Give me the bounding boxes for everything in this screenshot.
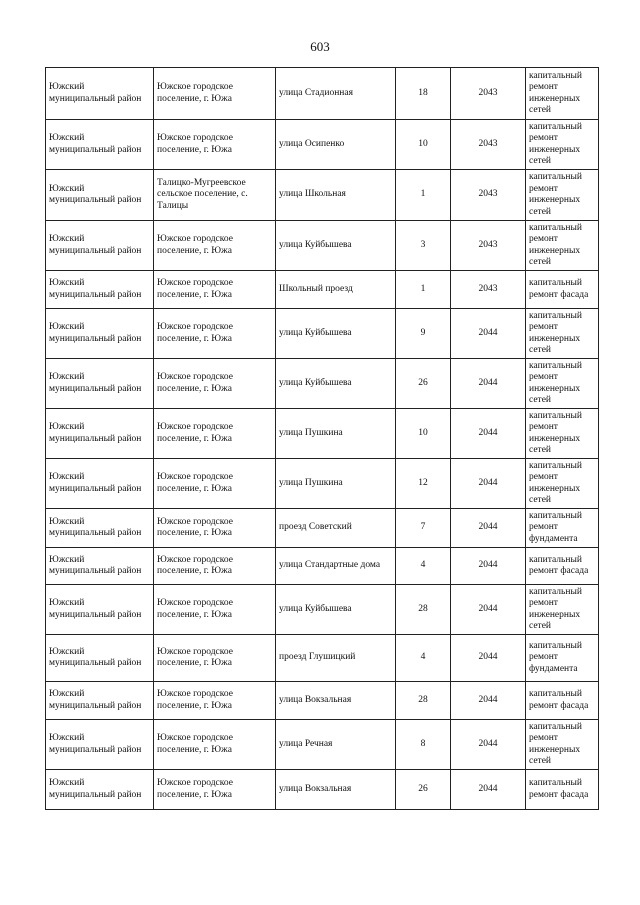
- table-row: [46, 221, 599, 271]
- district-cell: Южский муниципальный район: [46, 548, 154, 585]
- district-cell: Южский муниципальный район: [46, 309, 154, 359]
- street-cell: улица Осипенко: [276, 120, 396, 170]
- house-number-cell: 28: [396, 585, 451, 635]
- year-cell: 2043: [451, 68, 526, 120]
- table-row: [46, 170, 599, 221]
- work-type-cell: капитальный ремонт фундамента: [526, 635, 599, 682]
- district-cell: Южский муниципальный район: [46, 221, 154, 271]
- house-number-cell: 1: [396, 271, 451, 309]
- work-type-cell: капитальный ремонт инженерных сетей: [526, 409, 599, 459]
- year-cell: 2043: [451, 271, 526, 309]
- settlement-cell: Южское городское поселение, г. Южа: [154, 359, 276, 409]
- house-number-cell: 26: [396, 770, 451, 810]
- table-body: [46, 68, 599, 810]
- settlement-cell: Южское городское поселение, г. Южа: [154, 409, 276, 459]
- settlement-cell: Южское городское поселение, г. Южа: [154, 509, 276, 548]
- house-number-cell: 7: [396, 509, 451, 548]
- year-cell: 2043: [451, 120, 526, 170]
- work-type-cell: капитальный ремонт фундамента: [526, 509, 599, 548]
- street-cell: проезд Советский: [276, 509, 396, 548]
- street-cell: улица Пушкина: [276, 409, 396, 459]
- settlement-cell: Южское городское поселение, г. Южа: [154, 459, 276, 509]
- settlement-cell: Талицко-Мугреевское сельское поселение, с. Талицы: [154, 170, 276, 221]
- street-cell: улица Куйбышева: [276, 221, 396, 271]
- registry-table: [45, 67, 599, 810]
- year-cell: 2044: [451, 682, 526, 720]
- settlement-cell: Южское городское поселение, г. Южа: [154, 68, 276, 120]
- work-type-cell: капитальный ремонт инженерных сетей: [526, 170, 599, 221]
- table-row: [46, 409, 599, 459]
- district-cell: Южский муниципальный район: [46, 120, 154, 170]
- year-cell: 2044: [451, 459, 526, 509]
- house-number-cell: 12: [396, 459, 451, 509]
- work-type-cell: капитальный ремонт инженерных сетей: [526, 120, 599, 170]
- year-cell: 2043: [451, 170, 526, 221]
- year-cell: 2044: [451, 548, 526, 585]
- street-cell: проезд Глушицкий: [276, 635, 396, 682]
- district-cell: Южский муниципальный район: [46, 509, 154, 548]
- table-row: [46, 548, 599, 585]
- work-type-cell: капитальный ремонт инженерных сетей: [526, 309, 599, 359]
- table-row: [46, 770, 599, 810]
- street-cell: улица Вокзальная: [276, 682, 396, 720]
- house-number-cell: 28: [396, 682, 451, 720]
- settlement-cell: Южское городское поселение, г. Южа: [154, 120, 276, 170]
- table-row: [46, 309, 599, 359]
- street-cell: улица Школьная: [276, 170, 396, 221]
- year-cell: 2044: [451, 770, 526, 810]
- house-number-cell: 4: [396, 635, 451, 682]
- year-cell: 2044: [451, 585, 526, 635]
- work-type-cell: капитальный ремонт инженерных сетей: [526, 221, 599, 271]
- settlement-cell: Южское городское поселение, г. Южа: [154, 770, 276, 810]
- work-type-cell: капитальный ремонт инженерных сетей: [526, 459, 599, 509]
- house-number-cell: 8: [396, 720, 451, 770]
- year-cell: 2044: [451, 720, 526, 770]
- page-number: 603: [310, 39, 330, 54]
- house-number-cell: 10: [396, 409, 451, 459]
- table-row: [46, 271, 599, 309]
- work-type-cell: капитальный ремонт инженерных сетей: [526, 68, 599, 120]
- year-cell: 2044: [451, 359, 526, 409]
- year-cell: 2044: [451, 635, 526, 682]
- settlement-cell: Южское городское поселение, г. Южа: [154, 635, 276, 682]
- district-cell: Южский муниципальный район: [46, 68, 154, 120]
- house-number-cell: 26: [396, 359, 451, 409]
- district-cell: Южский муниципальный район: [46, 720, 154, 770]
- work-type-cell: капитальный ремонт инженерных сетей: [526, 585, 599, 635]
- table-row: [46, 585, 599, 635]
- street-cell: Школьный проезд: [276, 271, 396, 309]
- street-cell: улица Речная: [276, 720, 396, 770]
- district-cell: Южский муниципальный район: [46, 682, 154, 720]
- house-number-cell: 4: [396, 548, 451, 585]
- house-number-cell: 18: [396, 68, 451, 120]
- street-cell: улица Вокзальная: [276, 770, 396, 810]
- work-type-cell: капитальный ремонт фасада: [526, 548, 599, 585]
- street-cell: улица Куйбышева: [276, 359, 396, 409]
- district-cell: Южский муниципальный район: [46, 271, 154, 309]
- street-cell: улица Куйбышева: [276, 585, 396, 635]
- table-row: [46, 459, 599, 509]
- district-cell: Южский муниципальный район: [46, 359, 154, 409]
- work-type-cell: капитальный ремонт инженерных сетей: [526, 720, 599, 770]
- year-cell: 2044: [451, 309, 526, 359]
- settlement-cell: Южское городское поселение, г. Южа: [154, 720, 276, 770]
- district-cell: Южский муниципальный район: [46, 635, 154, 682]
- table-row: [46, 68, 599, 120]
- district-cell: Южский муниципальный район: [46, 409, 154, 459]
- street-cell: улица Стандартные дома: [276, 548, 396, 585]
- street-cell: улица Пушкина: [276, 459, 396, 509]
- settlement-cell: Южское городское поселение, г. Южа: [154, 309, 276, 359]
- street-cell: улица Куйбышева: [276, 309, 396, 359]
- work-type-cell: капитальный ремонт фасада: [526, 682, 599, 720]
- settlement-cell: Южское городское поселение, г. Южа: [154, 585, 276, 635]
- settlement-cell: Южское городское поселение, г. Южа: [154, 271, 276, 309]
- street-cell: улица Стадионная: [276, 68, 396, 120]
- house-number-cell: 9: [396, 309, 451, 359]
- table-row: [46, 720, 599, 770]
- table-row: [46, 509, 599, 548]
- table-row: [46, 120, 599, 170]
- table-row: [46, 359, 599, 409]
- year-cell: 2043: [451, 221, 526, 271]
- work-type-cell: капитальный ремонт фасада: [526, 770, 599, 810]
- year-cell: 2044: [451, 409, 526, 459]
- work-type-cell: капитальный ремонт инженерных сетей: [526, 359, 599, 409]
- settlement-cell: Южское городское поселение, г. Южа: [154, 682, 276, 720]
- district-cell: Южский муниципальный район: [46, 170, 154, 221]
- table-row: [46, 682, 599, 720]
- settlement-cell: Южское городское поселение, г. Южа: [154, 548, 276, 585]
- house-number-cell: 10: [396, 120, 451, 170]
- house-number-cell: 3: [396, 221, 451, 271]
- district-cell: Южский муниципальный район: [46, 770, 154, 810]
- year-cell: 2044: [451, 509, 526, 548]
- district-cell: Южский муниципальный район: [46, 459, 154, 509]
- settlement-cell: Южское городское поселение, г. Южа: [154, 221, 276, 271]
- table-row: [46, 635, 599, 682]
- house-number-cell: 1: [396, 170, 451, 221]
- work-type-cell: капитальный ремонт фасада: [526, 271, 599, 309]
- district-cell: Южский муниципальный район: [46, 585, 154, 635]
